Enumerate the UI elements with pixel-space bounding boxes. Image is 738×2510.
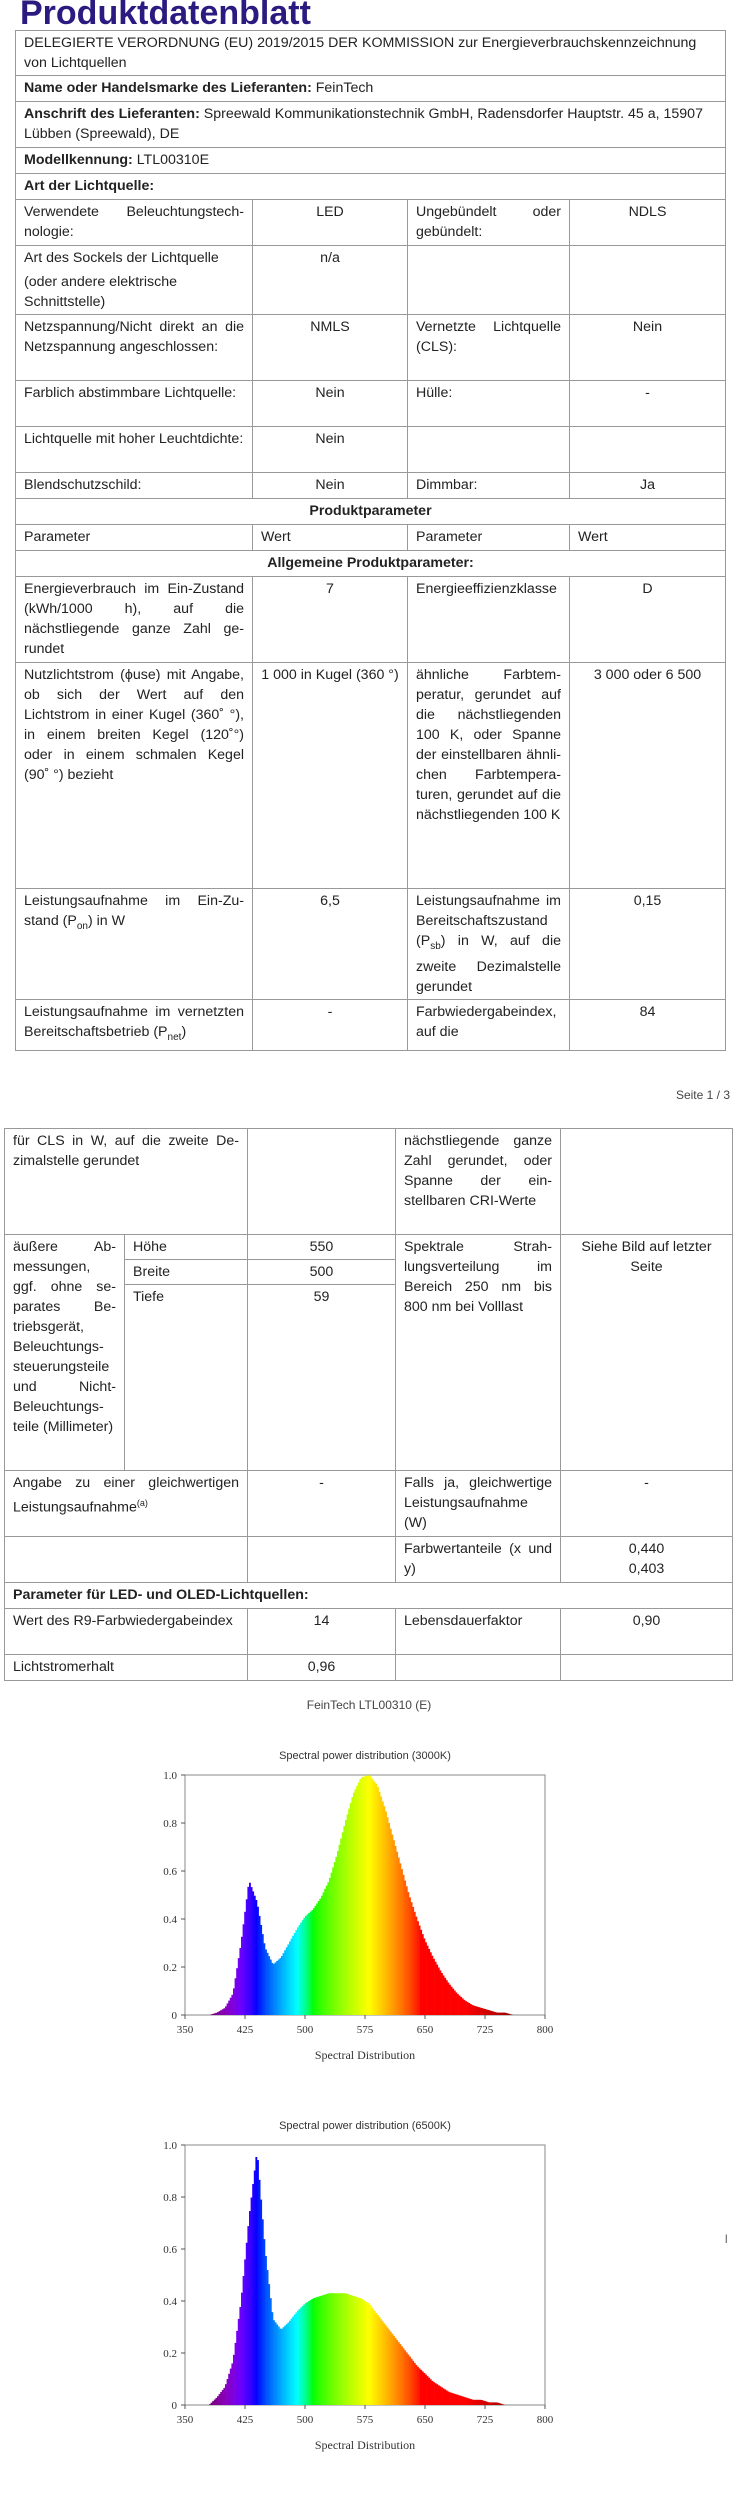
address-label: Anschrift des Lieferanten: bbox=[24, 106, 200, 122]
dimmable-label: Dimmbar: bbox=[408, 473, 570, 499]
spectrum-chart-6500k bbox=[130, 2115, 590, 2475]
networked-standby-unit: ) bbox=[181, 1023, 187, 1040]
y-tick-label: 0 bbox=[171, 2400, 177, 2412]
networked-standby-text: Leistungsaufnahme im vernetzten Bereitschaftsbetrieb (P bbox=[24, 1003, 244, 1040]
address-row bbox=[16, 102, 726, 148]
chromaticity-value bbox=[561, 1537, 733, 1583]
empty-cell bbox=[570, 427, 726, 473]
y-tick-label: 0.8 bbox=[163, 2192, 177, 2204]
luminous-flux-value: 1 000 in Kugel (360 °) bbox=[253, 663, 408, 889]
mains-label: Netzspannung/Nicht direkt an die Netzspannung angeschlossen: bbox=[16, 315, 253, 381]
col-header-value-2: Wert bbox=[570, 525, 726, 551]
dim-height-label: Höhe bbox=[125, 1235, 248, 1260]
page-number: Seite 1 / 3 bbox=[675, 1088, 730, 1102]
empty-cell bbox=[248, 1129, 396, 1235]
tunable-label: Farblich abstimmbare Lichtquelle: bbox=[16, 381, 253, 427]
empty-cell bbox=[408, 246, 570, 315]
chart-title: Spectral power distribution (3000K) bbox=[279, 1750, 451, 1762]
dim-height-value: 550 bbox=[248, 1235, 396, 1260]
survival-factor-label: Lebensdauerfaktor bbox=[396, 1609, 561, 1655]
envelope-value: - bbox=[570, 381, 726, 427]
y-tick-label: 0.8 bbox=[163, 1818, 177, 1830]
efficiency-class-label: Energieeffizienzklasse bbox=[408, 577, 570, 663]
empty-cell bbox=[248, 1537, 396, 1583]
on-mode-power-unit: ) in W bbox=[87, 913, 126, 929]
x-tick-label: 575 bbox=[356, 2414, 374, 2426]
r9-value: 14 bbox=[248, 1609, 396, 1655]
networked-standby-value: - bbox=[253, 999, 408, 1050]
glare-shield-value: Nein bbox=[253, 473, 408, 499]
led-params-heading: Parameter für LED- und OLED-Lichtquellen: bbox=[5, 1583, 733, 1609]
r9-label: Wert des R9-Farbwiedergabeindex bbox=[5, 1609, 248, 1655]
x-tick-label: 650 bbox=[416, 2024, 434, 2036]
technology-label: Verwendete Beleuchtungstechnologie: bbox=[16, 200, 253, 246]
empty-cell bbox=[570, 246, 726, 315]
spectral-distribution-value: Siehe Bild auf letzter Seite bbox=[561, 1235, 733, 1471]
x-tick-label: 350 bbox=[176, 2414, 194, 2426]
brand-row bbox=[16, 76, 726, 102]
datasheet-page-1 bbox=[0, 0, 738, 1102]
x-axis-label: Spectral Distribution bbox=[314, 2438, 416, 2452]
networked-standby-label bbox=[16, 999, 253, 1050]
x-tick-label: 425 bbox=[236, 2414, 254, 2426]
socket-label bbox=[16, 246, 253, 315]
socket-label-line1: Art des Sockels der Lichtquelle bbox=[24, 250, 219, 266]
x-tick-label: 800 bbox=[536, 2414, 554, 2426]
standby-power-unit: ) in W, auf die zweite Dezimalstelle gerundet bbox=[416, 933, 561, 995]
col-header-param: Parameter bbox=[16, 525, 253, 551]
cri-value: 84 bbox=[570, 999, 726, 1050]
cls-value: Nein bbox=[570, 315, 726, 381]
cri-label-continued: nächstliegende ganze Zahl gerundet, oder Spanne der einstellbaren CRI-Werte bbox=[396, 1129, 561, 1235]
spectral-distribution-label: Spektrale Strahlungsverteilung im Bereich 250 nm bis 800 nm bei Volllast bbox=[396, 1235, 561, 1471]
on-mode-power-sub: on bbox=[76, 920, 88, 932]
x-tick-label: 500 bbox=[296, 2024, 314, 2036]
energy-consumption-value: 7 bbox=[253, 577, 408, 663]
x-tick-label: 425 bbox=[236, 2024, 254, 2036]
equivalent-power-w-value: - bbox=[561, 1471, 733, 1537]
x-tick-label: 575 bbox=[356, 2024, 374, 2036]
y-tick-label: 0 bbox=[171, 2010, 177, 2022]
x-tick-label: 800 bbox=[536, 2024, 554, 2036]
lumen-maintenance-value: 0,96 bbox=[248, 1655, 396, 1681]
product-info-table bbox=[15, 30, 726, 1051]
color-temperature-label: ähnliche Farbtemperatur, gerundet auf die nächstliegenden 100 K, oder Spanne der einstellbaren ähnlichen Farbtemperaturen, gerundet auf die nächstliegenden 100 K bbox=[408, 663, 570, 889]
socket-value: n/a bbox=[253, 246, 408, 315]
chromaticity-label: Farbwertanteile (x und y) bbox=[396, 1537, 561, 1583]
model-value: LTL00310E bbox=[136, 152, 210, 168]
model-row bbox=[16, 148, 726, 174]
x-tick-label: 650 bbox=[416, 2414, 434, 2426]
networked-standby-continued: für CLS in W, auf die zweite Dezimalstelle gerundet bbox=[5, 1129, 248, 1235]
standby-power-value: 0,15 bbox=[570, 889, 726, 1000]
cri-label: Farbwiedergabeindex, auf die bbox=[408, 999, 570, 1050]
tunable-value: Nein bbox=[253, 381, 408, 427]
general-params-heading: Allgemeine Produktparameter: bbox=[16, 551, 726, 577]
address-value: Spreewald Kommunikationstechnik GmbH, Radensdorfer Hauptstr. 45 a, 15907 Lübben (Spreewald), DE bbox=[24, 106, 703, 142]
directional-value: NDLS bbox=[570, 200, 726, 246]
standby-power-text: Leistungsaufnahme im Bereitschaftszustand (P bbox=[416, 893, 561, 949]
brand-value: FeinTech bbox=[315, 80, 374, 96]
x-axis-label: Spectral Distribution bbox=[314, 2048, 416, 2062]
product-params-heading: Produktparameter bbox=[16, 499, 726, 525]
on-mode-power-value: 6,5 bbox=[253, 889, 408, 1000]
col-header-value: Wert bbox=[253, 525, 408, 551]
chart-title: Spectral power distribution (6500K) bbox=[279, 2120, 451, 2132]
y-tick-label: 1.0 bbox=[163, 1770, 177, 1782]
y-tick-label: 0.2 bbox=[163, 1962, 177, 1974]
color-temperature-value: 3 000 oder 6 500 bbox=[570, 663, 726, 889]
x-tick-label: 725 bbox=[476, 2414, 494, 2426]
y-tick-label: 0.4 bbox=[163, 2296, 177, 2308]
col-header-param-2: Parameter bbox=[408, 525, 570, 551]
envelope-label: Hülle: bbox=[408, 381, 570, 427]
empty-cell bbox=[396, 1655, 561, 1681]
equivalent-power-w-label: Falls ja, gleichwertige Leistungsaufnahme (W) bbox=[396, 1471, 561, 1537]
x-tick-label: 725 bbox=[476, 2024, 494, 2036]
luminous-flux-label: Nutzlichtstrom (ϕuse) mit Angabe, ob sich der Wert auf den Lichtstrom in einer Kugel (360˚ °), in einem breiten Kegel (120˚°) oder in einem schmalen Kegel (90˚ °) bezieht bbox=[16, 663, 253, 889]
dim-width-label: Breite bbox=[125, 1260, 248, 1285]
dimensions-label: äußere Abmessungen, ggf. ohne separates Betriebsgerät, Beleuchtungssteuerungsteile und Nicht-Beleuchtungsteile (Millimeter) bbox=[5, 1235, 125, 1471]
high-luminance-value: Nein bbox=[253, 427, 408, 473]
survival-factor-value: 0,90 bbox=[561, 1609, 733, 1655]
high-luminance-label: Lichtquelle mit hoher Leuchtdichte: bbox=[16, 427, 253, 473]
empty-cell bbox=[5, 1537, 248, 1583]
glare-shield-label: Blendschutzschild: bbox=[16, 473, 253, 499]
page-title: Produktdatenblatt bbox=[20, 0, 311, 32]
chromaticity-y: 0,403 bbox=[628, 1561, 665, 1577]
x-tick-label: 350 bbox=[176, 2024, 194, 2036]
type-heading: Art der Lichtquelle: bbox=[16, 174, 726, 200]
product-params-table-continued bbox=[4, 1128, 733, 1681]
page-footer: FeinTech LTL00310 (E) bbox=[306, 1698, 432, 1712]
chromaticity-x: 0,440 bbox=[628, 1541, 665, 1557]
on-mode-power-text: Leistungsaufnahme im Ein-Zustand (P bbox=[24, 893, 244, 929]
empty-cell bbox=[561, 1129, 733, 1235]
equivalent-power-value: - bbox=[248, 1471, 396, 1537]
model-label: Modellkennung: bbox=[24, 152, 133, 168]
brand-label: Name oder Handelsmarke des Lieferanten: bbox=[24, 80, 312, 96]
datasheet-page-2 bbox=[0, 1128, 738, 1693]
mains-value: NMLS bbox=[253, 315, 408, 381]
efficiency-class-value: D bbox=[570, 577, 726, 663]
directional-label: Ungebündelt oder gebündelt: bbox=[408, 200, 570, 246]
edge-mark: I bbox=[724, 2232, 728, 2246]
standby-power-sub: sb bbox=[430, 940, 441, 952]
technology-value: LED bbox=[253, 200, 408, 246]
cls-label: Vernetzte Lichtquelle (CLS): bbox=[408, 315, 570, 381]
socket-label-line2: (oder andere elektrische Schnittstelle) bbox=[24, 274, 177, 310]
networked-standby-sub: net bbox=[167, 1031, 182, 1043]
dimmable-value: Ja bbox=[570, 473, 726, 499]
lumen-maintenance-label: Lichtstromerhalt bbox=[5, 1655, 248, 1681]
regulation-text: DELEGIERTE VERORDNUNG (EU) 2019/2015 DER KOMMISSION zur Energieverbrauchskennzeichnung von Lichtquellen bbox=[16, 31, 726, 76]
equivalent-power-label bbox=[5, 1471, 248, 1537]
energy-consumption-label: Energieverbrauch im Ein-Zustand (kWh/1000 h), auf die nächstliegende ganze Zahl gerundet bbox=[16, 577, 253, 663]
empty-cell bbox=[561, 1655, 733, 1681]
equivalent-power-footnote: (a) bbox=[136, 1498, 148, 1508]
empty-cell bbox=[408, 427, 570, 473]
y-tick-label: 0.4 bbox=[163, 1914, 177, 1926]
y-tick-label: 0.6 bbox=[163, 2244, 177, 2256]
spectrum-chart-3000k bbox=[130, 1745, 590, 2085]
equivalent-power-text: Angabe zu einer gleichwertigen Leistungsaufnahme bbox=[13, 1475, 239, 1516]
standby-power-label bbox=[408, 889, 570, 1000]
dim-depth-label: Tiefe bbox=[125, 1285, 248, 1471]
dim-depth-value: 59 bbox=[248, 1285, 396, 1471]
x-tick-label: 500 bbox=[296, 2414, 314, 2426]
y-tick-label: 0.2 bbox=[163, 2348, 177, 2360]
on-mode-power-label bbox=[16, 889, 253, 1000]
dim-width-value: 500 bbox=[248, 1260, 396, 1285]
y-tick-label: 1.0 bbox=[163, 2140, 177, 2152]
y-tick-label: 0.6 bbox=[163, 1866, 177, 1878]
